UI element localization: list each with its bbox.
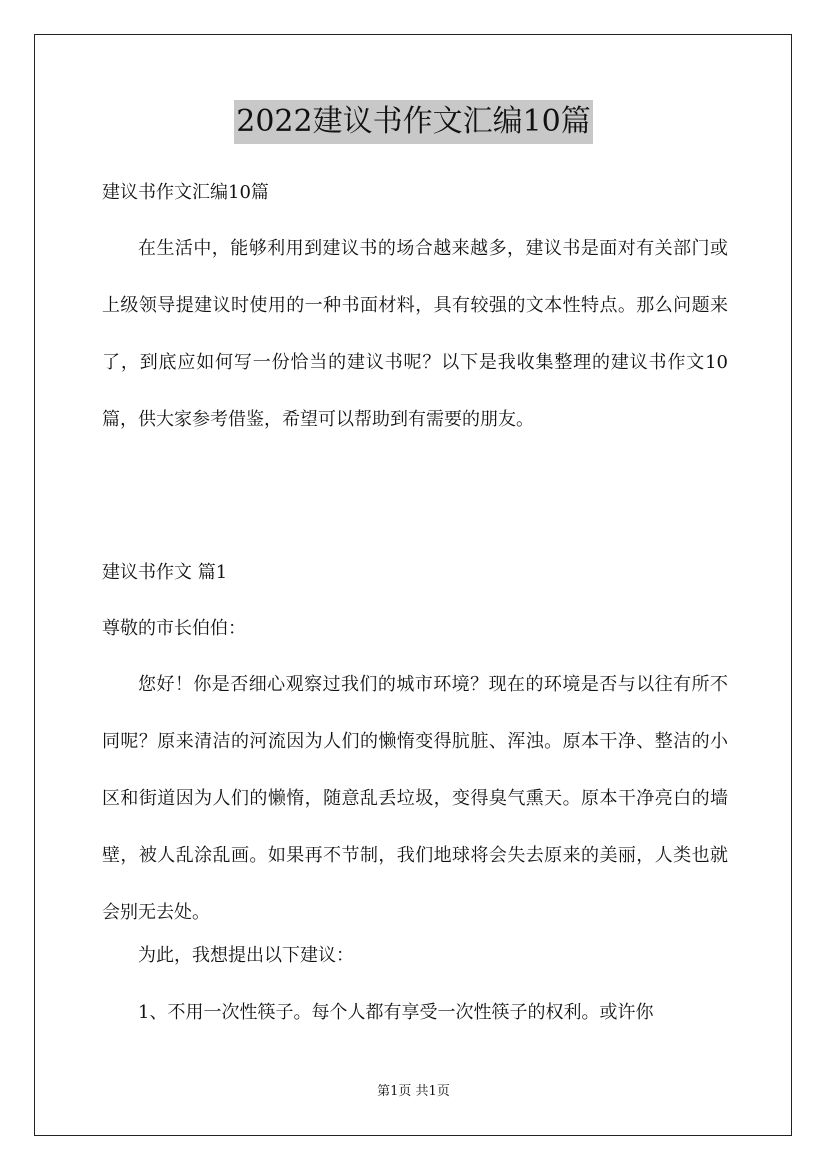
section-heading: 建议书作文 篇1	[102, 562, 228, 583]
title-wrap	[0, 100, 827, 144]
document-title: 2022建议书作文汇编10篇	[234, 100, 593, 144]
intro-paragraph: 在生活中，能够利用到建议书的场合越来越多，建议书是面对有关部门或上级领导提建议时使用的一种书面材料，具有较强的文本性特点。那么问题来了，到底应如何写一份恰当的建议书呢？以下是我收集整理的建议书作文10篇，供大家参考借鉴，希望可以帮助到有需要的朋友。	[102, 238, 728, 430]
body-paragraph-1: 您好！你是否细心观察过我们的城市环境？现在的环境是否与以往有所不同呢？原来清洁的河流因为人们的懒惰变得肮脏、浑浊。原本干净、整洁的小区和街道因为人们的懒惰，随意乱丢垃圾，变得臭气熏天。原本干净亮白的墙壁，被人乱涂乱画。如果再不节制，我们地球将会失去原来的美丽，人类也就会别无去处。	[102, 674, 728, 923]
page-footer: 第1页 共1页	[377, 1084, 450, 1099]
salutation: 尊敬的市长伯伯：	[102, 618, 246, 639]
body-paragraph-3: 1、不用一次性筷子。每个人都有享受一次性筷子的权利。或许你	[138, 1002, 654, 1023]
body-paragraph-2: 为此，我想提出以下建议：	[138, 945, 354, 966]
document-subtitle: 建议书作文汇编10篇	[102, 182, 269, 203]
